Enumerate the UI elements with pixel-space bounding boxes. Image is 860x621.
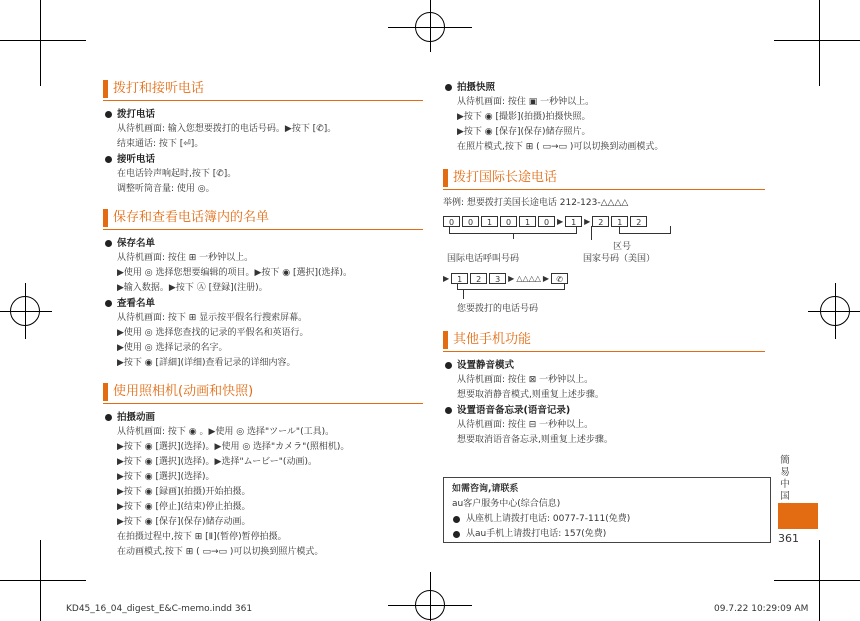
item-heading: 接听电话 xyxy=(103,152,423,167)
section-calls xyxy=(103,78,423,197)
key-0: 0 xyxy=(462,216,479,227)
item-line: 在动画模式,按下 ⊞ ( ▭→▭ )可以切换到照片模式。 xyxy=(117,547,324,557)
page-number: 361 xyxy=(778,532,799,545)
contact-title: 如需咨询,请联系 xyxy=(452,484,519,494)
key-0: 0 xyxy=(538,216,555,227)
section-title: 其他手机功能 xyxy=(443,329,765,352)
item-line: 在照片模式,按下 ⊞ ( ▭→▭ )可以切换到动画模式。 xyxy=(457,142,664,152)
item-line: 从待机画面: 按住 ▣ 一秒钟以上。 xyxy=(457,97,595,107)
key-1: 1 xyxy=(565,216,582,227)
crop-mark xyxy=(819,0,820,86)
arrow-icon: ▶ xyxy=(443,273,450,283)
item-line: 在电话铃声响起时,按下 [✆]。 xyxy=(117,169,237,179)
item-line: ▶使用 ◎ 选择您查找的记录的平假名和英语行。 xyxy=(117,328,309,338)
section-phonebook xyxy=(103,207,423,371)
section-camera xyxy=(103,381,423,560)
right-column xyxy=(443,78,765,448)
contact-center: au客户服务中心(综合信息) xyxy=(452,499,561,509)
key-0: 0 xyxy=(500,216,517,227)
key-2: 2 xyxy=(592,216,609,227)
key-1: 1 xyxy=(519,216,536,227)
intl-code-label: 国际电话呼叫号码 xyxy=(447,254,520,264)
placeholder-digits: △△△△ xyxy=(516,273,541,283)
item-heading: 设置静音模式 xyxy=(443,358,765,373)
key-2: 2 xyxy=(470,273,487,284)
item-line: 在拍摄过程中,按下 ⊞ [Ⅱ](暂停)暂停拍摄。 xyxy=(117,532,287,542)
item-line: 从待机画面: 按住 ⊞ 一秒钟以上。 xyxy=(117,253,254,263)
registration-mark xyxy=(0,311,52,312)
item-line: 从待机画面: 输入您想要拨打的电话号码。▶按下 [✆]。 xyxy=(117,124,337,134)
bracket-line xyxy=(457,284,565,290)
item-heading: 保存名单 xyxy=(103,236,423,251)
section-title: 使用照相机(动画和快照) xyxy=(103,381,423,404)
section-international xyxy=(443,167,765,319)
item-line: ▶按下 ◉ [選択](选择)。▶使用 ◎ 选择"カメラ"(照相机)。 xyxy=(117,442,350,452)
item-heading: 设置语音备忘录(语音记录) xyxy=(443,403,765,418)
item-line: ▶按下 ◉ [選択](选择)。▶选择"ムービー"(动画)。 xyxy=(117,457,317,467)
crop-mark xyxy=(774,40,860,41)
footer-file: KD45_16_04_digest_E&C-memo.indd 361 xyxy=(66,604,253,614)
registration-mark xyxy=(430,572,431,621)
key-2: 2 xyxy=(630,216,647,227)
section-title: 拨打国际长途电话 xyxy=(443,167,765,190)
item-line: ▶按下 ◉ [選択](选择)。 xyxy=(117,472,215,482)
item-heading: 拍摄快照 xyxy=(443,80,765,95)
language-tab: 簡易中国 xyxy=(780,455,790,502)
intl-example: 举例: 想要拨打美国长途电话 212-123-△△△△ xyxy=(443,198,629,208)
item-line: ▶按下 ◉ [保存](保存)储存照片。 xyxy=(457,127,591,137)
area-code-label: 区号 xyxy=(613,242,632,252)
item-heading: 查看名单 xyxy=(103,296,423,311)
contact-info-box xyxy=(443,477,771,543)
item-line: ▶按下 ◉ [録画](拍摄)开始拍摄。 xyxy=(117,487,251,497)
item-line: ▶按下 ◉ [停止](结束)停止拍摄。 xyxy=(117,502,251,512)
tab-color-bar xyxy=(778,503,818,529)
crop-mark xyxy=(40,540,41,621)
crop-mark xyxy=(774,580,860,581)
registration-mark xyxy=(25,283,26,339)
item-line: ▶按下 ◉ [詳細](详细)查看记录的详细内容。 xyxy=(117,358,296,368)
bullet-icon xyxy=(453,516,460,523)
item-heading: 拍摄动画 xyxy=(103,410,423,425)
item-heading: 拨打电话 xyxy=(103,107,423,122)
bracket-line xyxy=(591,226,592,240)
registration-mark xyxy=(808,311,860,312)
bracket-line xyxy=(513,233,514,239)
item-line: 想要取消静音模式,则重复上述步骤。 xyxy=(457,390,604,400)
arrow-icon: ▶ xyxy=(542,273,550,283)
crop-mark xyxy=(0,40,86,41)
arrow-icon: ▶ xyxy=(557,216,564,226)
section-other xyxy=(443,329,765,448)
section-title: 拨打和接听电话 xyxy=(103,78,423,101)
registration-mark xyxy=(835,283,836,339)
key-1: 1 xyxy=(611,216,628,227)
contact-line-mobile: 从au手机上请拨打电话: 157(免费) xyxy=(452,527,762,542)
item-line: ▶输入数据。▶按下 Ⓐ [登録](注册)。 xyxy=(117,283,268,293)
crop-mark xyxy=(40,0,41,86)
key-sequence-2 xyxy=(443,271,568,285)
item-line: 想要取消语音备忘录,则重复上述步骤。 xyxy=(457,435,613,445)
item-line: 调整听筒音量: 使用 ◎。 xyxy=(117,184,215,194)
item-photo xyxy=(443,80,765,155)
footer-timestamp: 09.7.22 10:29:09 AM xyxy=(714,604,809,614)
registration-mark xyxy=(430,0,431,52)
bullet-icon xyxy=(453,531,460,538)
item-line: 从待机画面: 按下 ⊞ 显示按平假名行搜索屏幕。 xyxy=(117,313,308,323)
key-0: 0 xyxy=(443,216,460,227)
contact-line-landline: 从座机上请拨打电话: 0077-7-111(免费) xyxy=(452,512,762,527)
country-code-label: 国家号码（美国） xyxy=(583,254,656,264)
section-title: 保存和查看电话簿内的名单 xyxy=(103,207,423,230)
call-key-icon: ✆ xyxy=(551,273,568,284)
item-line: 从待机画面: 按住 ⊟ 一秒种以上。 xyxy=(457,420,594,430)
item-line: 从待机画面: 按住 ⊠ 一秒钟以上。 xyxy=(457,375,594,385)
key-1: 1 xyxy=(451,273,468,284)
left-column xyxy=(103,78,423,560)
bracket-line xyxy=(463,289,464,299)
item-line: 结束通话: 按下 [⏎]。 xyxy=(117,139,204,149)
arrow-icon: ▶ xyxy=(584,216,591,226)
key-3: 3 xyxy=(489,273,506,284)
number-label: 您要拨打的电话号码 xyxy=(457,304,539,314)
item-line: ▶按下 ◉ [撮影](拍摄)拍摄快照。 xyxy=(457,112,591,122)
item-line: ▶按下 ◉ [保存](保存)储存动画。 xyxy=(117,517,251,527)
item-line: ▶使用 ◎ 选择您想要编辑的项目。▶按下 ◉ [選択](选择)。 xyxy=(117,268,353,278)
crop-mark xyxy=(819,540,820,621)
item-line: ▶使用 ◎ 选择记录的名字。 xyxy=(117,343,228,353)
crop-mark xyxy=(0,580,86,581)
key-1: 1 xyxy=(481,216,498,227)
arrow-icon: ▶ xyxy=(508,273,515,283)
bracket-line xyxy=(619,226,671,234)
item-line: 从待机画面: 按下 ◉ 。▶使用 ◎ 选择"ツール"(工具)。 xyxy=(117,427,335,437)
